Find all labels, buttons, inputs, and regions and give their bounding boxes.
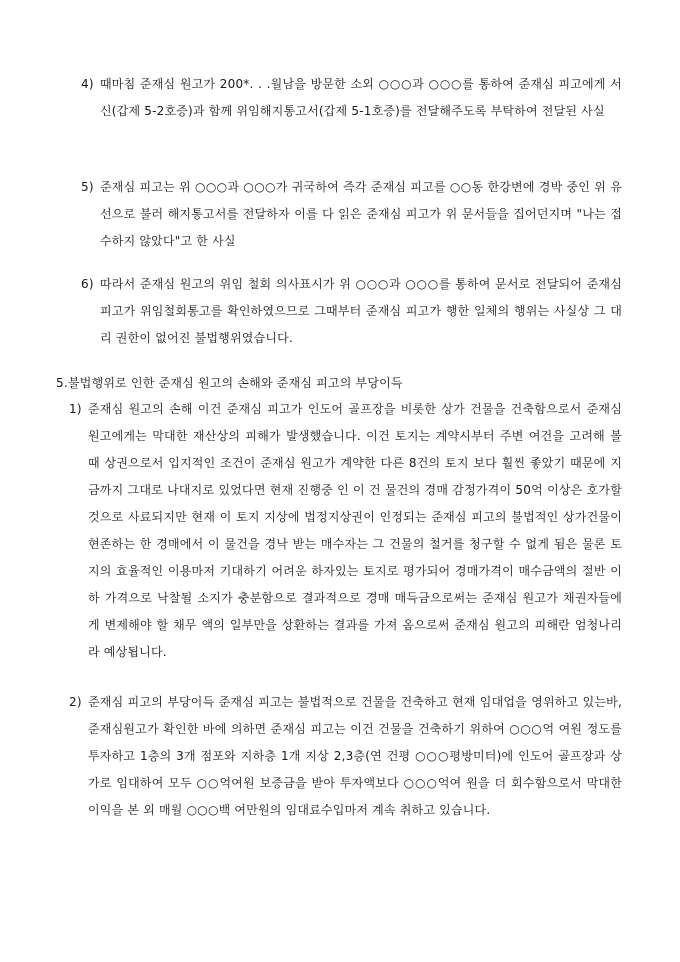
section-number: 4) <box>81 77 94 91</box>
subsection-text: 준재심 피고의 부당이득 준재심 피고는 불법적으로 건물을 건축하고 현재 임대업을 영위하고 있는바, 준재심원고가 확인한 바에 의하면 준재심 피고는 이건 건물을 건축하기 위하여 ○○○억 여원 정도를 투자하고 1층의 3개 점포와 지하층 1개 지상 2,3층(연 건평 ○○○평방미터)에 인도어 골프장과 상가로 임대하여 모두 ○○억여원 보증금을 받아 투자액보다 ○○○억여 원을 더 회수함으로서 막대한 이익을 본 외 매월 ○○○백 여만원의 임대료수입마저 계속 취하고 있습니다. <box>88 695 622 817</box>
heading-number: 5. <box>56 376 68 390</box>
subsection-number: 2) <box>69 695 82 709</box>
section-text: 준재심 피고는 위 ○○○과 ○○○가 귀국하여 즉각 준재심 피고를 ○○동 한강변에 경박 중인 위 유선으로 불러 해지통고서를 전달하자 이를 다 읽은 준재심 피고가 위 문서들을 집어던지며 "나는 접수하지 않았다"고 한 사실 <box>100 180 622 248</box>
section-text: 때마침 준재심 원고가 200*. . .월남을 방문한 소외 ○○○과 ○○○를 통하여 준재심 피고에게 서신(갑제 5-2호증)과 함께 위임해지통고서(갑제 5-1호증)를 전달해주도록 부탁하여 전달된 사실 <box>100 77 622 118</box>
subsection-text: 준재심 원고의 손해 이건 준재심 피고가 인도어 골프장을 비롯한 상가 건물을 건축함으로서 준재심 원고에게는 막대한 재산상의 피해가 발생했습니다. 이건 토지는 계약시부터 주변 여건을 고려해 볼 때 상권으로서 입지적인 조건이 준재심 원고가 계약한 다른 8건의 토지 보다 훨씬 좋았기 때문에 지금까지 그대로 나대지로 있었다면 현재 진행중 인 이 건 물건의 경매 감정가격이 50억 이상은 호가할 것으로 사료되지만 현재 이 토지 지상에 법정지상권이 인정되는 준재심 피고의 불법적인 상가건물이 현존하는 한 경매에서 이 물건을 경낙 받는 매수자는 그 건물의 철거를 청구할 수 없게 됨은 물론 토지의 효율적인 이용마저 기대하기 어려운 하자있는 토지로 평가되어 경매가격이 매수금액의 절반 이하 가격으로 낙찰될 소지가 충분함으로 결과적으로 경매 매득금으로써는 준재심 원고가 채권자들에게 변제해야 할 채무 액의 일부만을 상환하는 결과를 가져 옴으로써 준재심 원고의 피해란 엄청나리라 예상됩니다. <box>88 402 622 659</box>
heading-text: 불법행위로 인한 준재심 원고의 손해와 준재심 피고의 부당이득 <box>68 376 403 390</box>
section-5 <box>81 174 622 255</box>
subsection-2 <box>69 689 622 824</box>
section-text: 따라서 준재심 원고의 위임 철회 의사표시가 위 ○○○과 ○○○를 통하여 문서로 전달되어 준재심 피고가 위임철회통고를 확인하였으므로 그때부터 준재심 피고가 행한 일체의 행위는 사실상 그 대리 권한이 없어진 불법행위였습니다. <box>100 277 622 345</box>
section-number: 5) <box>81 180 94 194</box>
subsection-number: 1) <box>69 402 82 416</box>
heading-5 <box>56 370 628 397</box>
section-number: 6) <box>81 277 94 291</box>
section-6 <box>81 271 622 352</box>
subsection-1 <box>69 396 622 666</box>
section-4 <box>81 71 622 125</box>
